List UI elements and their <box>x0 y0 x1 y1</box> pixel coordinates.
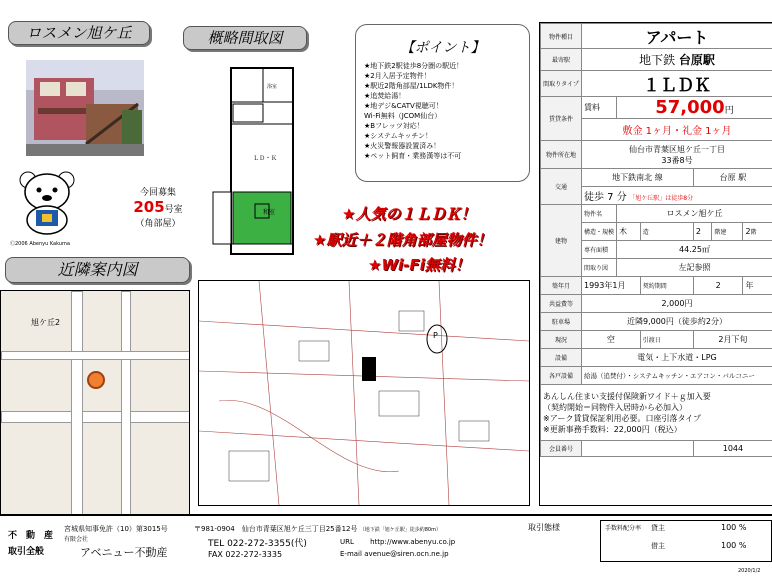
promo-block <box>130 185 186 229</box>
footer-address: 〒981-0904 仙台市青葉区旭ケ丘三丁目25番12号 <box>194 525 358 533</box>
rent-value: 57,000 <box>655 97 724 118</box>
member-number: 1044 <box>693 441 772 457</box>
promo-suffix: 号室 <box>165 205 183 215</box>
footer-role2: 取引全般 <box>8 544 44 557</box>
building-photo <box>26 60 144 156</box>
period-label: 契約期間 <box>640 277 693 295</box>
point-item: ★地下鉄2駅徒歩8分圏の駅近！ <box>364 61 529 71</box>
map-park-label: P <box>433 331 438 340</box>
footer-role: 不 動 産 <box>8 528 53 541</box>
footer-co-kind: 有限会社 <box>64 534 88 543</box>
plan-label: 間取り図 <box>582 259 617 277</box>
url-value[interactable]: http://www.abenyu.co.jp <box>370 538 455 546</box>
point-item: ★システムキッチン！ <box>364 131 529 141</box>
layout-type: １ＬＤＫ <box>582 71 772 97</box>
highlight-2: ★駅近＋２階角部屋物件！ <box>313 229 491 250</box>
struct-label: 構造・規模 <box>582 223 617 241</box>
traffic-line-suffix: 線 <box>655 173 663 182</box>
footer-date: 2020/1/2 <box>738 568 760 574</box>
promo-corner: （角部屋） <box>130 216 186 229</box>
address-line1: 仙台市青葉区旭ケ丘一丁目 <box>584 144 770 155</box>
point-item: ★火災警報器設置済み！ <box>364 141 529 151</box>
mascot-caption: Ⓒ2006 Abenyu Kakuma <box>10 240 70 247</box>
points-list <box>356 61 529 161</box>
period-value: 2 <box>693 277 743 295</box>
member-label: 会員番号 <box>541 441 582 457</box>
point-item: Wi-Fi無料（JCOM仙台） <box>364 111 529 121</box>
building-name: ロスメン旭ケ丘 <box>617 205 772 223</box>
point-item: ★地デジ&CATV視聴可！ <box>364 101 529 111</box>
common-label: 共益費等 <box>541 295 582 313</box>
line-label: 最寄駅 <box>541 49 582 71</box>
map-title-tag: 近隣案内図 <box>5 257 190 283</box>
fax-value: 022-272-3335 <box>225 550 282 559</box>
footer-address-note: （地下鉄「旭ケ丘駅」徒歩約80m） <box>360 527 441 533</box>
parking-label: 駐車場 <box>541 313 582 331</box>
point-item: ★2月入居予定物件！ <box>364 71 529 81</box>
point-item: ★駅近2階角部屋/1LDK物件！ <box>364 81 529 91</box>
fee1-label: 手数料配分率 <box>605 523 641 532</box>
name-label: 物件名 <box>582 205 617 223</box>
floor-unit: 階 <box>751 229 757 236</box>
period-unit: 年 <box>743 277 772 295</box>
email-label: E-mail <box>340 550 362 558</box>
traffic-station: 台原 <box>720 173 736 182</box>
walk-time: 徒歩 7 分 <box>584 192 627 203</box>
plan-value: 左記参照 <box>617 259 772 277</box>
fee1-value: 100 <box>721 523 736 532</box>
note-line: あんしん住まい支援付保険新ワイド＋ｇ加入要 <box>543 391 770 402</box>
floors: 2 <box>693 223 711 241</box>
rent-unit: 円 <box>725 106 734 116</box>
area-label: 専有面積 <box>582 241 617 259</box>
floorplan-diagram <box>203 62 299 270</box>
fac-label: 各戸設備 <box>541 367 582 385</box>
equip-label: 設備 <box>541 349 582 367</box>
plan-washitsu: 和室 <box>263 208 275 216</box>
highlight-1: ★人気の１ＬＤＫ！ <box>342 203 475 224</box>
common-fee: 2,000円 <box>582 295 772 313</box>
point-item: ★追焚給湯！ <box>364 91 529 101</box>
tel-value: 022-272-3355(代) <box>227 539 307 549</box>
line-name: 地下鉄 <box>639 53 675 67</box>
tel-label: TEL <box>208 539 224 549</box>
struct: 木 <box>617 223 641 241</box>
built-label: 築年月 <box>541 277 582 295</box>
points-heading: 【ポイント】 <box>356 37 529 57</box>
move-value: 2月下旬 <box>693 331 772 349</box>
footer-company: アベニュー不動産 <box>80 544 168 560</box>
map-area-label: 旭ケ丘2 <box>31 317 60 328</box>
traffic-label: 交通 <box>541 169 582 205</box>
fee-table <box>600 520 772 562</box>
point-item: ★Bフレッツ対応！ <box>364 121 529 131</box>
pct2: % <box>739 541 747 550</box>
deposit-key-money: 敷金 1ヶ月・礼金 1ヶ月 <box>582 119 772 141</box>
struct2: 造 <box>640 223 693 241</box>
addr-label: 物件所在地 <box>541 141 582 169</box>
note-line: ※アーク賃貸保証利用必要。口座引落タイプ <box>543 413 770 424</box>
fac-value: 給湯（追焚付）・システムキッチン・エアコン・バルコニー <box>582 367 772 385</box>
parking-value: 近隣9,000円（徒歩約2分） <box>582 313 772 331</box>
rent-label: 賃料 <box>582 97 617 119</box>
point-item: ★ペット飼育・業務漢等は不可 <box>364 151 529 161</box>
cond-label: 賃貸条件 <box>541 97 582 141</box>
property-building-icon <box>362 357 376 381</box>
email-value[interactable]: avenue@siren.ocn.ne.jp <box>364 550 448 558</box>
floor: 2 <box>745 227 750 236</box>
property-type: アパート <box>582 24 772 49</box>
plan-ldk: ＬＤ・Ｋ <box>253 155 277 162</box>
property-marker-icon <box>87 371 105 389</box>
fee2-value: 100 <box>721 541 736 550</box>
walk-note: 「旭ケ丘駅」は徒歩8分 <box>629 195 693 202</box>
deal-label: 取引態様 <box>528 522 560 533</box>
equip-value: 電気・上下水道・LPG <box>582 349 772 367</box>
fax-label: FAX <box>208 550 223 559</box>
points-panel <box>355 24 530 182</box>
neighborhood-map-left <box>0 290 190 516</box>
notes-cell <box>541 385 772 441</box>
pct1: % <box>739 523 747 532</box>
move-label: 引渡日 <box>640 331 693 349</box>
area-value: 44.25㎡ <box>617 241 772 259</box>
layout-label: 間取りタイプ <box>541 71 582 97</box>
property-info-panel <box>539 22 772 506</box>
building-name-tag: ロスメン旭ケ丘 <box>8 21 150 45</box>
floors-unit: 階建 <box>712 223 743 241</box>
station-name: 台原駅 <box>679 53 715 67</box>
plan-bath: 浴室 <box>267 83 277 90</box>
bld-label: 建物 <box>541 205 582 277</box>
traffic-line: 地下鉄南北 <box>612 173 652 182</box>
note-line: ※更新事務手数料：22,000円（税込） <box>543 424 770 435</box>
status-label: 現況 <box>541 331 582 349</box>
type-label: 物件種目 <box>541 24 582 49</box>
floorplan-title-tag: 概略間取図 <box>183 26 307 50</box>
status-value: 空 <box>582 331 641 349</box>
highlight-3: ★Wi-Fi無料！ <box>368 254 470 275</box>
promo-room: 205 <box>133 198 164 216</box>
url-label: URL <box>340 538 354 546</box>
neighborhood-map-right <box>198 280 530 506</box>
footer-license: 宮城県知事免許（10）第3015号 <box>64 524 168 534</box>
built-value: 1993年1月 <box>582 277 641 295</box>
party2-label: 借主 <box>651 541 665 551</box>
mascot-bear-image <box>14 170 80 240</box>
note-line: （契約開始＝同物件入居時から必加入） <box>543 402 770 413</box>
promo-label: 今回募集 <box>130 185 186 198</box>
traffic-station-suffix: 駅 <box>738 173 746 182</box>
footer <box>0 514 772 581</box>
party-label: 貸主 <box>651 523 665 533</box>
address-line2: 33番8号 <box>584 155 770 166</box>
